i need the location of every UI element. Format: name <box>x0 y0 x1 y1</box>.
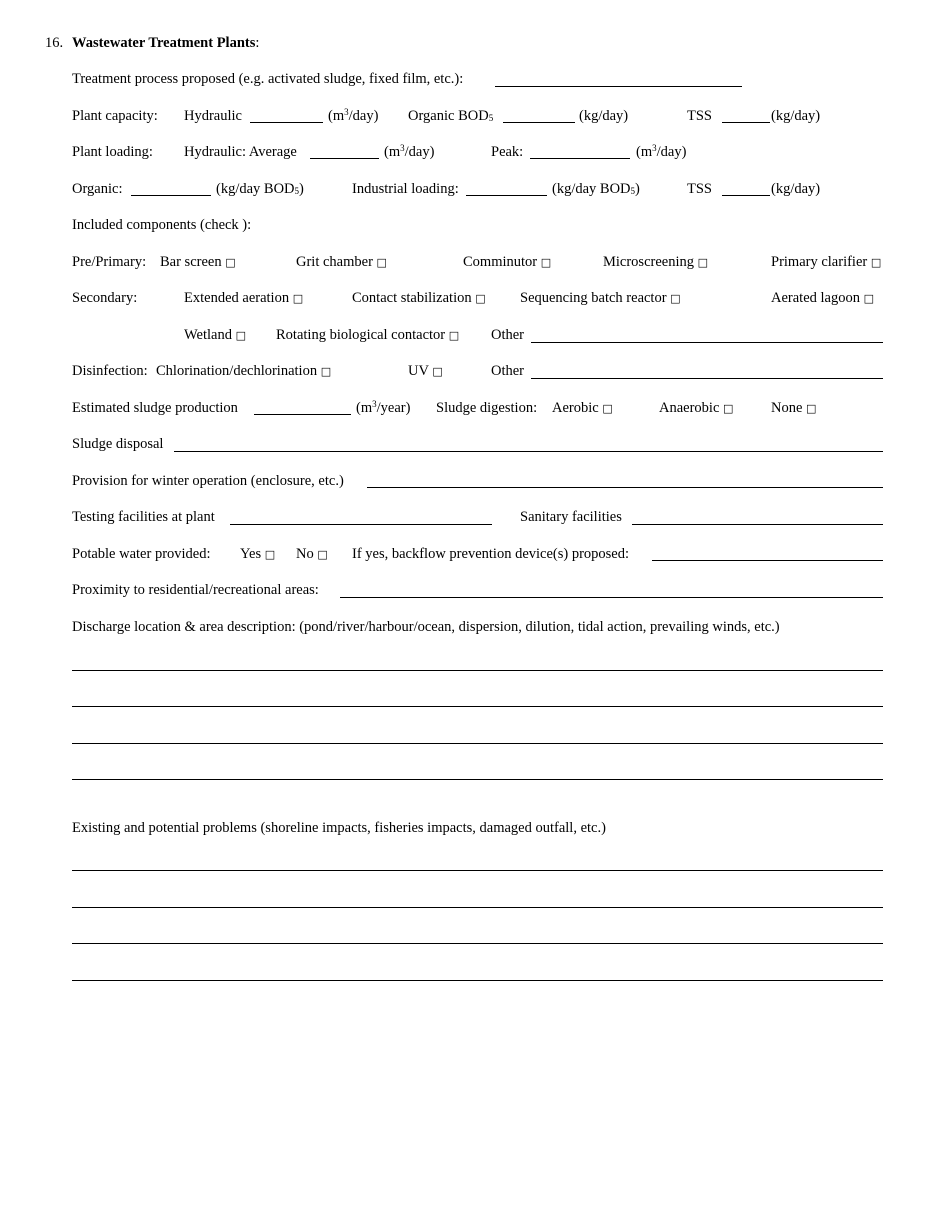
proximity-label: Proximity to residential/recreational areas: <box>72 582 319 598</box>
disinfection-other-label: Other <box>491 363 525 379</box>
section-number: 16. <box>45 35 64 51</box>
sanitary-facilities-label: Sanitary facilities <box>520 509 622 525</box>
organic-label: Organic: <box>72 181 123 197</box>
capacity-organic-field[interactable] <box>503 122 575 123</box>
industrial-loading-label: Industrial loading: <box>352 181 459 197</box>
none-checkbox[interactable]: None □ <box>771 400 817 416</box>
aerated-lagoon-checkbox[interactable]: Aerated lagoon □ <box>771 290 875 306</box>
proximity-field[interactable] <box>340 597 883 598</box>
sludge-production-field[interactable] <box>254 414 351 415</box>
winter-operation-label: Provision for winter operation (enclosure, etc.) <box>72 473 344 489</box>
loading-peak-label: Peak: <box>491 144 524 160</box>
organic-tss-label: TSS <box>687 181 712 197</box>
problems-line-3[interactable] <box>72 943 883 944</box>
industrial-loading-field[interactable] <box>466 195 547 196</box>
organic-field[interactable] <box>131 195 211 196</box>
rotating-biological-contactor-checkbox[interactable]: Rotating biological contactor □ <box>276 327 460 343</box>
pre-primary-label: Pre/Primary: <box>72 254 147 270</box>
secondary-other-field[interactable] <box>531 342 883 343</box>
loading-average-field[interactable] <box>310 158 379 159</box>
backflow-field[interactable] <box>652 560 883 561</box>
comminutor-checkbox[interactable]: Comminutor □ <box>463 254 552 270</box>
plant-capacity-label: Plant capacity: <box>72 108 158 124</box>
microscreening-checkbox[interactable]: Microscreening □ <box>603 254 709 270</box>
loading-average-unit: $(m^3/day)$ <box>384 143 435 160</box>
testing-facilities-label: Testing facilities at plant <box>72 509 215 525</box>
secondary-label: Secondary: <box>72 290 138 306</box>
problems-label: Existing and potential problems (shoreline impacts, fisheries impacts, damaged outfall, etc.) <box>72 820 606 836</box>
section-title: Wastewater Treatment Plants <box>72 35 256 51</box>
potable-water-label: Potable water provided: <box>72 546 211 562</box>
sludge-production-unit: $(m^3/year)$ <box>356 399 411 416</box>
section-title-colon: : <box>255 35 260 51</box>
loading-peak-unit: $(m^3/day)$ <box>636 143 687 160</box>
chlorination-checkbox[interactable]: Chlorination/dechlorination □ <box>156 363 332 379</box>
aerobic-checkbox[interactable]: Aerobic □ <box>552 400 613 416</box>
bar-screen-checkbox[interactable]: Bar screen □ <box>160 254 236 270</box>
sludge-disposal-label: Sludge disposal <box>72 436 164 452</box>
organic-unit: (kg/day $BOD_5$) <box>216 181 304 197</box>
treatment-process-field[interactable] <box>495 86 742 87</box>
problems-line-2[interactable] <box>72 907 883 908</box>
capacity-hydraulic-label: Hydraulic <box>184 108 242 124</box>
discharge-line-3[interactable] <box>72 743 883 744</box>
extended-aeration-checkbox[interactable]: Extended aeration □ <box>184 290 304 306</box>
discharge-line-2[interactable] <box>72 706 883 707</box>
grit-chamber-checkbox[interactable]: Grit chamber □ <box>296 254 387 270</box>
loading-peak-field[interactable] <box>530 158 630 159</box>
included-components-label: Included components (check ): <box>72 217 252 233</box>
disinfection-other-field[interactable] <box>531 378 883 379</box>
capacity-organic-unit: (kg/day) <box>579 108 629 124</box>
sanitary-facilities-field[interactable] <box>632 524 883 525</box>
capacity-organic-label: Organic $BOD_5$ <box>408 108 494 124</box>
problems-line-4[interactable] <box>72 980 883 981</box>
backflow-label: If yes, backflow prevention device(s) proposed: <box>352 546 630 562</box>
sequencing-batch-reactor-checkbox[interactable]: Sequencing batch reactor □ <box>520 290 681 306</box>
problems-line-1[interactable] <box>72 870 883 871</box>
sludge-digestion-label: Sludge digestion: <box>436 400 538 416</box>
discharge-label: Discharge location & area description: (pond/river/harbour/ocean, dispersion, dilution, tidal action, prevailing winds, etc.) <box>72 619 780 635</box>
secondary-other-label: Other <box>491 327 525 343</box>
discharge-line-4[interactable] <box>72 779 883 780</box>
disinfection-label: Disinfection: <box>72 363 148 379</box>
contact-stabilization-checkbox[interactable]: Contact stabilization □ <box>352 290 486 306</box>
industrial-loading-unit: (kg/day $BOD_5$) <box>552 181 640 197</box>
capacity-tss-field[interactable] <box>722 122 770 123</box>
sludge-disposal-field[interactable] <box>174 451 883 452</box>
sludge-production-label: Estimated sludge production <box>72 400 238 416</box>
wetland-checkbox[interactable]: Wetland □ <box>184 327 246 343</box>
testing-facilities-field[interactable] <box>230 524 492 525</box>
capacity-hydraulic-field[interactable] <box>250 122 323 123</box>
organic-tss-unit: (kg/day) <box>771 181 821 197</box>
section-title-line <box>72 34 259 52</box>
capacity-tss-label: TSS <box>687 108 712 124</box>
potable-no-checkbox[interactable]: No □ <box>296 546 328 562</box>
winter-operation-field[interactable] <box>367 487 883 488</box>
organic-tss-field[interactable] <box>722 195 770 196</box>
treatment-process-label: Treatment process proposed (e.g. activated sludge, fixed film, etc.): <box>72 71 464 87</box>
capacity-tss-unit: (kg/day) <box>771 108 821 124</box>
primary-clarifier-checkbox[interactable]: Primary clarifier □ <box>771 254 882 270</box>
potable-yes-checkbox[interactable]: Yes □ <box>240 546 276 562</box>
uv-checkbox[interactable]: UV □ <box>408 363 443 379</box>
anaerobic-checkbox[interactable]: Anaerobic □ <box>659 400 734 416</box>
loading-hydraulic-average-label: Hydraulic: Average <box>184 144 297 160</box>
discharge-line-1[interactable] <box>72 670 883 671</box>
capacity-hydraulic-unit: $(m^3/day)$ <box>328 107 379 124</box>
plant-loading-label: Plant loading: <box>72 144 153 160</box>
